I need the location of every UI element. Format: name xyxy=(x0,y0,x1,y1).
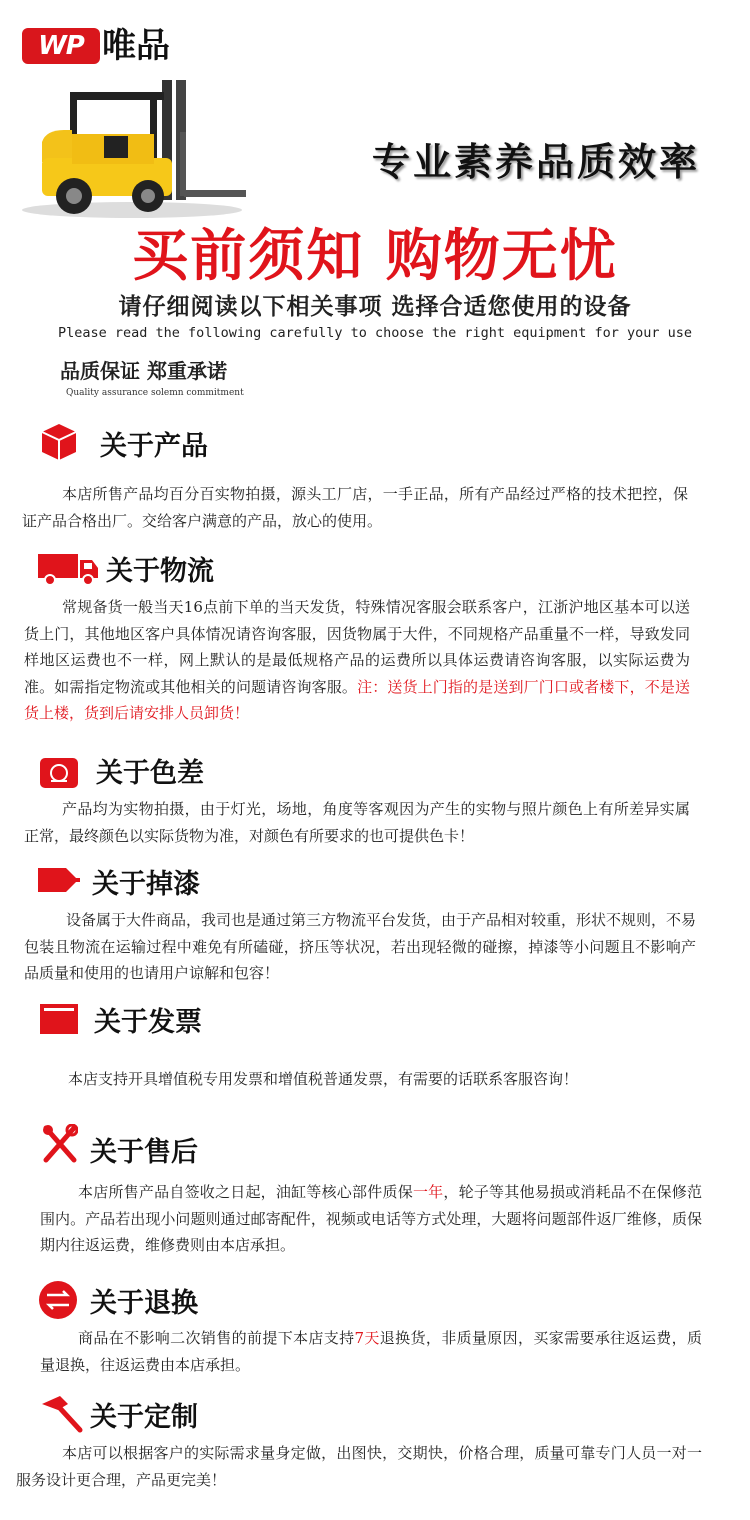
section-text-color: 产品均为实物拍摄，由于灯光，场地，角度等客观因为产生的实物与照片颜色上有所差异实属正常，最终颜色以实际货物为准，对颜色有所要求的也可提供色卡！ xyxy=(24,800,690,845)
section-text-paint: 设备属于大件商品，我司也是通过第三方物流平台发货，由于产品相对较重，形状不规则，不易包装且物流在运输过程中难免有所磕碰，挤压等状况，若出现轻微的碰擦，掉漆等小问题且不影响产品质量和使用的也请用户谅解和包容！ xyxy=(24,911,697,982)
returns-text-before: 商品在不影响二次销售的前提下本店支持 xyxy=(78,1329,355,1347)
section-title-color: 关于色差 xyxy=(96,758,204,789)
section-title-paint: 关于掉漆 xyxy=(92,869,200,900)
logistics-note: 注：送货上门指的是送到厂门口或者楼下，不是送货上楼，货到后请安排人员卸货！ xyxy=(24,677,690,722)
aftersale-text-before: 本店所售产品自签收之日起，油缸等核心部件质保 xyxy=(78,1183,413,1201)
subhead-english: Please read the following carefully to choose the right equipment for your use xyxy=(58,325,692,341)
logo-mark: WP xyxy=(22,28,100,64)
returns-highlight: 7天 xyxy=(354,1329,380,1347)
section-text-custom: 本店可以根据客户的实际需求量身定做，出图快，交期快，价格合理，质量可靠专门人员一对一服务设计更合理，产品更完美！ xyxy=(16,1444,702,1489)
logistics-body: 常规备货一般当天16点前下单的当天发货，特殊情况客服会联系客户，江浙沪地区基本可以送货上门，其他地区客户具体情况请咨询客服，因货物属于大件，不同规格产品重量不一样，导致发同样地区运费也不一样，网上默认的是最低规格产品的运费所以具体运费请咨询客服，以实际运费为准。如需指定物流或其他相关的问题请咨询客服。 xyxy=(24,598,690,696)
paint-roller-icon xyxy=(38,866,80,896)
quality-promise: 品质保证 郑重承诺 xyxy=(60,359,227,383)
section-title-aftersale: 关于售后 xyxy=(90,1137,198,1168)
section-text-returns xyxy=(40,1325,702,1378)
section-title-custom: 关于定制 xyxy=(90,1402,198,1433)
section-title-logistics: 关于物流 xyxy=(106,556,214,587)
tools-icon xyxy=(42,1124,78,1164)
section-text-product: 本店所售产品均百分百实物拍摄，源头工厂店，一手正品，所有产品经过严格的技术把控，保证产品合格出厂。交给客户满意的产品，放心的使用。 xyxy=(22,485,688,530)
quality-promise-english: Quality assurance solemn commitment xyxy=(66,388,244,398)
hammer-icon xyxy=(40,1394,84,1434)
logo-text: 唯品 xyxy=(102,26,170,66)
section-text-invoice: 本店支持开具增值税专用发票和增值税普通发票，有需要的话联系客服咨询！ xyxy=(68,1070,579,1088)
truck-icon xyxy=(38,552,100,586)
section-text-logistics xyxy=(24,594,690,727)
section-title-product: 关于产品 xyxy=(100,431,208,462)
camera-icon xyxy=(40,756,78,790)
exchange-icon xyxy=(38,1280,78,1320)
subhead: 请仔细阅读以下相关事项 选择合适您使用的设备 xyxy=(118,294,632,320)
aftersale-highlight: 一年 xyxy=(412,1183,444,1201)
invoice-icon xyxy=(40,1004,78,1034)
section-title-returns: 关于退换 xyxy=(90,1288,198,1319)
slogan: 专业素养品质效率 xyxy=(372,139,701,184)
box-icon xyxy=(40,422,78,462)
headline: 买前须知 购物无忧 xyxy=(132,223,618,289)
returns-text-after: 退换货，非质量原因，买家需要承往返运费，质量退换，往返运费由本店承担。 xyxy=(40,1329,702,1374)
section-text-aftersale xyxy=(40,1179,702,1259)
aftersale-text-after: ，轮子等其他易损或消耗品不在保修范围内。产品若出现小问题则通过邮寄配件，视频或电话等方式处理，大题将问题部件返厂维修，质保期内往返运费，维修费则由本店承担。 xyxy=(40,1183,702,1254)
section-title-invoice: 关于发票 xyxy=(94,1007,202,1038)
forklift-image xyxy=(12,72,252,222)
